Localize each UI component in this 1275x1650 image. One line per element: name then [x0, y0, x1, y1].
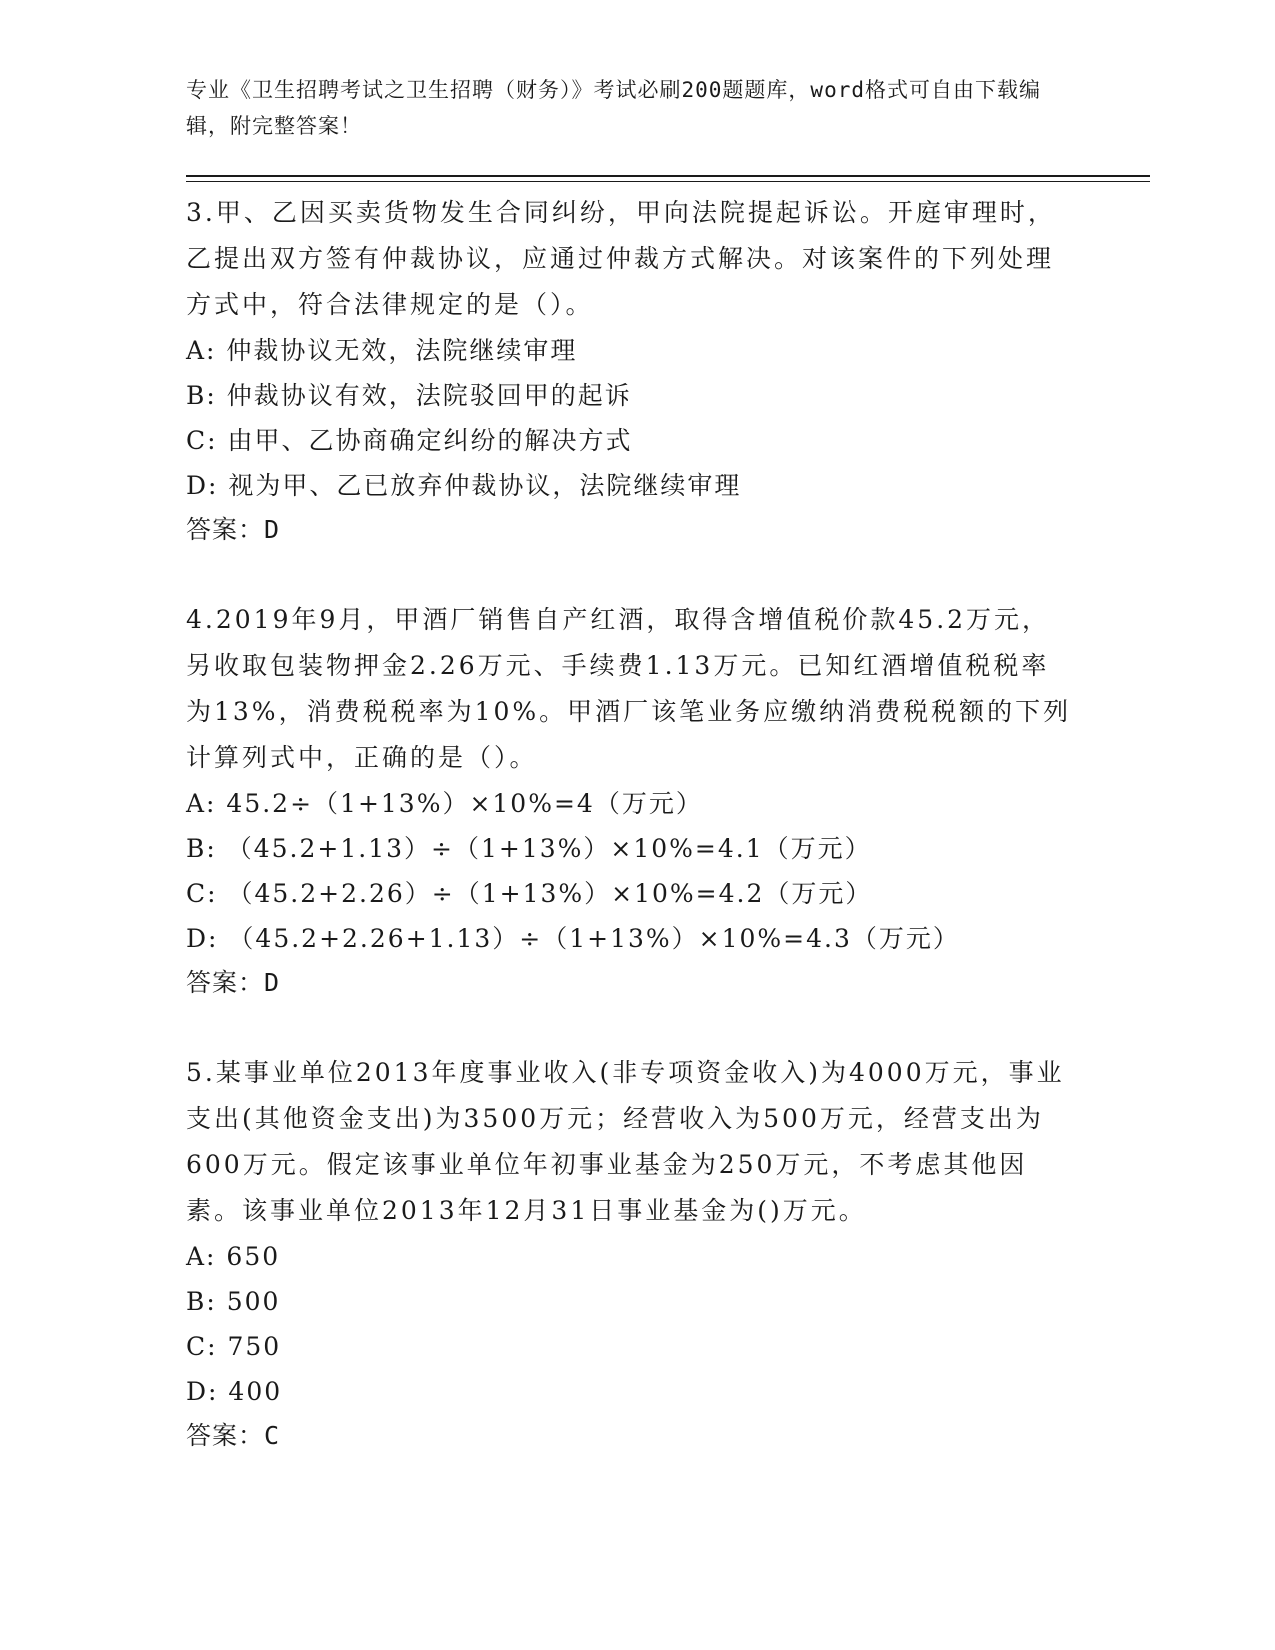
option-list [186, 781, 1076, 961]
option-c: C: 750 [186, 1332, 282, 1361]
option-d: D: 视为甲、乙已放弃仲裁协议，法院继续审理 [186, 471, 742, 500]
option-b: B: 500 [186, 1287, 281, 1316]
question-4 [186, 597, 1076, 1005]
option-c: C: （45.2+2.26）÷（1+13%）×10%=4.2（万元） [186, 879, 873, 908]
answer-label: 答案：C [186, 1421, 281, 1450]
document-header: 专业《卫生招聘考试之卫生招聘（财务）》考试必刷200题题库，word格式可自由下载编辑，附完整答案！ [186, 78, 1041, 138]
header-divider-thick [186, 175, 1150, 177]
question-5 [186, 1050, 1076, 1458]
question-stem: 4.2019年9月，甲酒厂销售自产红酒，取得含增值税价款45.2万元，另收取包装物押金2.26万元、手续费1.13万元。已知红酒增值税税率为13%，消费税税率为10%。甲酒厂该笔业务应缴纳消费税税额的下列计算列式中，正确的是（）。 [186, 605, 1072, 772]
option-b: B: 仲裁协议有效，法院驳回甲的起诉 [186, 381, 632, 410]
question-stem: 3.甲、乙因买卖货物发生合同纠纷，甲向法院提起诉讼。开庭审理时，乙提出双方签有仲裁协议，应通过仲裁方式解决。对该案件的下列处理方式中，符合法律规定的是（）。 [186, 198, 1056, 319]
option-a: A: 650 [186, 1242, 281, 1271]
option-b: B: （45.2+1.13）÷（1+13%）×10%=4.1（万元） [186, 834, 872, 863]
option-a: A: 仲裁协议无效，法院继续审理 [186, 336, 578, 365]
option-d: D: 400 [186, 1377, 283, 1406]
answer-label: 答案：D [186, 968, 281, 997]
question-3 [186, 190, 1076, 552]
option-list [186, 328, 1076, 508]
question-list [186, 190, 1076, 1503]
header-divider-thin [186, 181, 1150, 182]
answer-label: 答案：D [186, 515, 281, 544]
option-a: A: 45.2÷（1+13%）×10%=4（万元） [186, 789, 703, 818]
option-list [186, 1234, 1076, 1414]
option-c: C: 由甲、乙协商确定纠纷的解决方式 [186, 426, 633, 455]
question-stem: 5.某事业单位2013年度事业收入(非专项资金收入)为4000万元，事业支出(其他资金支出)为3500万元；经营收入为500万元，经营支出为600万元。假定该事业单位年初事业基金为250万元，不考虑其他因素。该事业单位2013年12月31日事业基金为()万元。 [186, 1058, 1065, 1225]
option-d: D: （45.2+2.26+1.13）÷（1+13%）×10%=4.3（万元） [186, 924, 960, 953]
